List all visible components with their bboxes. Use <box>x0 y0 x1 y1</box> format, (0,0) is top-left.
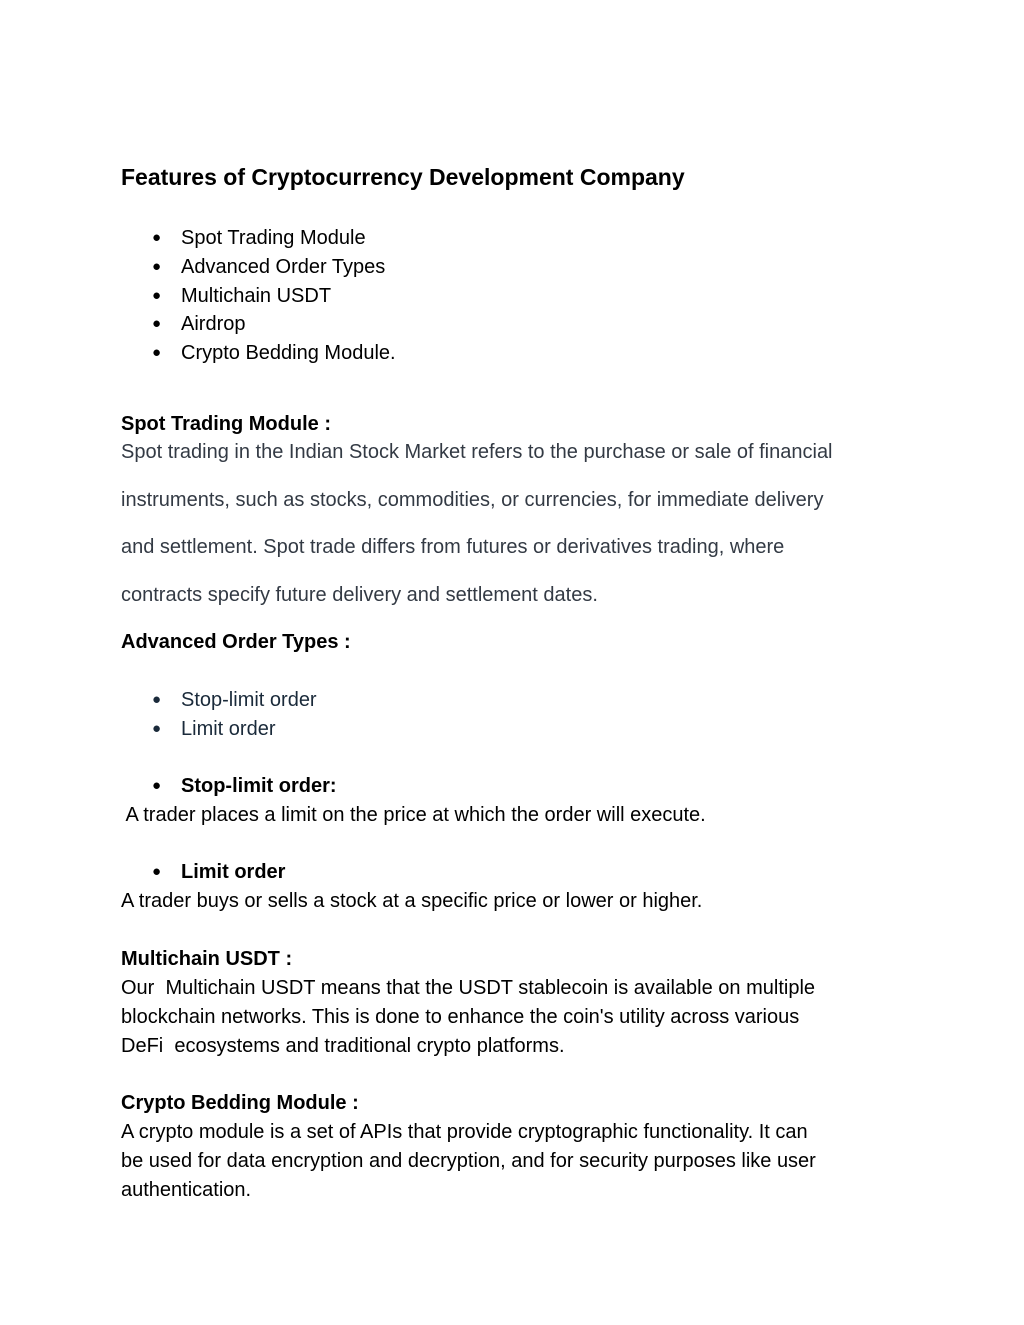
list-item <box>121 772 337 801</box>
paragraph-line: DeFi ecosystems and traditional crypto platforms. <box>121 1034 565 1057</box>
bullet-icon: ● <box>152 719 162 737</box>
spot-trading-heading: Spot Trading Module : <box>121 413 331 435</box>
stop-limit-text: A trader places a limit on the price at which the order will execute. <box>121 804 706 826</box>
limit-label: Limit order <box>181 861 286 883</box>
paragraph-line: and settlement. Spot trade differs from futures or derivatives trading, where <box>121 536 785 558</box>
feature-label: Airdrop <box>181 313 246 336</box>
order-type-label: Stop-limit order <box>181 689 317 711</box>
bullet-icon: ● <box>152 777 162 794</box>
limit-section <box>121 858 285 887</box>
list-item <box>121 686 317 715</box>
spot-trading-paragraph <box>121 429 833 619</box>
stop-limit-section <box>121 772 337 801</box>
bullet-icon: ● <box>152 863 162 880</box>
feature-label: Advanced Order Types <box>181 255 386 278</box>
bullet-icon: ● <box>152 691 162 708</box>
bullet-icon: ● <box>152 257 162 275</box>
paragraph-line: authentication. <box>121 1178 252 1201</box>
document-title: Features of Cryptocurrency Development Company <box>121 164 685 190</box>
feature-label: Crypto Bedding Module. <box>181 342 396 365</box>
stop-limit-label: Stop-limit order: <box>181 775 337 797</box>
paragraph-line: A crypto module is a set of APIs that provide cryptographic functionality. It can <box>121 1121 808 1143</box>
feature-label: Multichain USDT <box>181 284 332 307</box>
multichain-paragraph <box>121 974 815 1060</box>
bullet-icon: ● <box>152 229 162 246</box>
list-item <box>121 858 285 887</box>
paragraph-line: instruments, such as stocks, commodities, or currencies, for immediate delivery <box>121 488 824 511</box>
advanced-orders-heading: Advanced Order Types : <box>121 631 351 653</box>
list-item <box>121 310 396 339</box>
features-list <box>121 224 396 368</box>
order-types-list <box>121 686 317 744</box>
list-item <box>121 715 317 744</box>
crypto-bedding-heading: Crypto Bedding Module : <box>121 1092 359 1114</box>
list-item <box>121 282 396 311</box>
paragraph-line: Spot trading in the Indian Stock Market refers to the purchase or sale of financial <box>121 441 833 463</box>
bullet-icon: ● <box>152 344 162 362</box>
bullet-icon: ● <box>152 315 162 333</box>
paragraph-line: blockchain networks. This is done to enhance the coin's utility across various <box>121 1005 800 1028</box>
paragraph-line: Our Multichain USDT means that the USDT stablecoin is available on multiple <box>121 977 816 999</box>
paragraph-line: contracts specify future delivery and settlement dates. <box>121 583 598 606</box>
list-item <box>121 339 396 368</box>
paragraph-line: be used for data encryption and decryption, and for security purposes like user <box>121 1149 816 1172</box>
multichain-heading: Multichain USDT : <box>121 948 293 970</box>
limit-text: A trader buys or sells a stock at a specific price or lower or higher. <box>121 890 703 912</box>
list-item <box>121 224 396 253</box>
feature-label: Spot Trading Module <box>181 227 366 249</box>
bullet-icon: ● <box>152 286 162 304</box>
order-type-label: Limit order <box>181 717 276 740</box>
list-item <box>121 253 396 282</box>
crypto-bedding-paragraph <box>121 1118 816 1204</box>
